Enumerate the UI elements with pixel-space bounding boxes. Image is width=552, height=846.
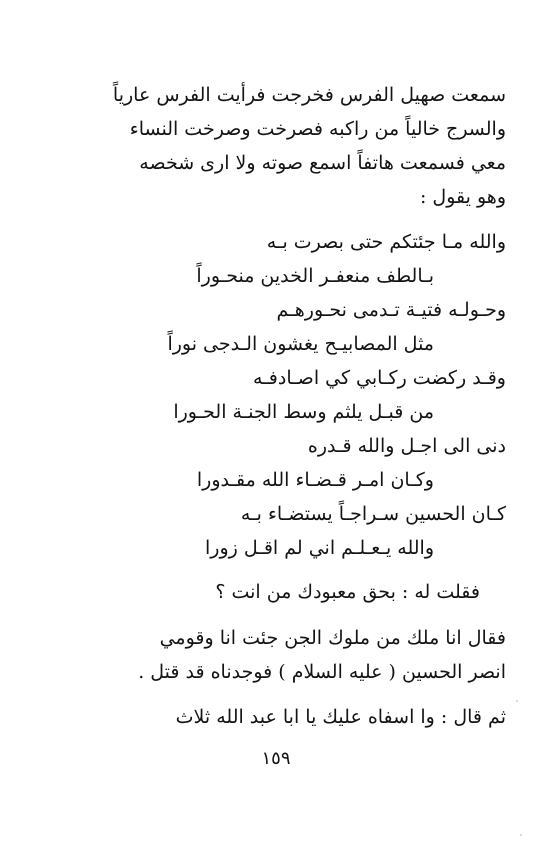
poem-verse-4: مثل المصابيـح يغشون الـدجى نوراً	[167, 333, 434, 355]
prose-line-3: معي فسمعت هاتفاً اسمع صوته ولا ارى شخصه	[139, 152, 506, 174]
answer-line-2: انصر الحسين ( عليه السلام ) فوجدناه قد قتل .	[138, 661, 506, 683]
poem-verse-6: من قبـل يلثم وسط الجنـة الحـورا	[173, 401, 434, 423]
poem-verse-1: والله مـا جئتكم حتى بصرت بـه	[266, 231, 506, 253]
scan-speck	[520, 834, 522, 836]
scan-speck	[516, 700, 518, 702]
poem-verse-8: وكـان امـر قـضـاء الله مقـدورا	[196, 469, 434, 491]
poem-verse-9: كـان الحسين سـراجـاً يستضـاء بـه	[240, 503, 506, 525]
prose-line-4: وهو يقول :	[419, 186, 506, 208]
question-line: فقلت له : بحق معبودك من انت ؟	[215, 581, 480, 603]
closing-line: ثم قال : وا اسفاه عليك يا ابا عبد الله ثلاث	[175, 706, 506, 728]
prose-line-1: سمعت صهيل الفرس فخرجت فرأيت الفرس عارياً	[112, 84, 506, 106]
poem-verse-7: دنى الى اجـل والله قـدره	[307, 435, 506, 457]
prose-line-2: والسرج خالياً من راكبه فصرخت وصرخت النساء	[129, 118, 506, 140]
page-number: ١٥٩	[261, 748, 291, 769]
poem-verse-2: بـالطف منعفـر الخدين منحـوراً	[196, 265, 434, 287]
answer-line-1: فقال انا ملك من ملوك الجن جئت انا وقومي	[159, 627, 506, 649]
poem-verse-3: وحـولـه فتيـة تـدمى نحـورهـم	[276, 299, 506, 321]
poem-verse-5: وقـد ركضت ركـابي كي اصـادفـه	[253, 367, 506, 389]
poem-verse-10: والله يـعـلـم اني لم اقـل زورا	[205, 537, 434, 559]
